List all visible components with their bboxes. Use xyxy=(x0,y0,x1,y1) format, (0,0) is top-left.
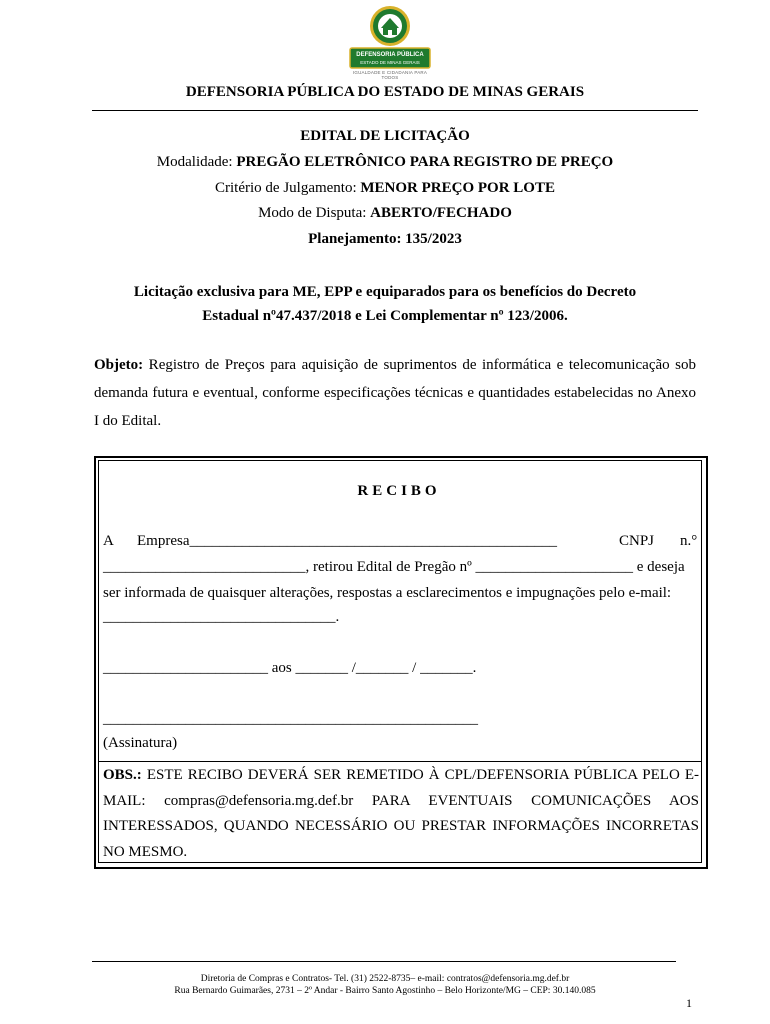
footer-line1: Diretoria de Compras e Contratos- Tel. (31) 2522-8735– e-mail: contratos@defensoria.mg.def.br xyxy=(200,974,570,984)
recibo-divider xyxy=(98,761,701,762)
logo-banner-line1: DEFENSORIA PÚBLICA xyxy=(356,52,424,58)
exclusive-note xyxy=(0,281,770,327)
obs-paragraph xyxy=(103,763,699,865)
logo-emblem-icon xyxy=(345,4,435,70)
modo-value: ABERTO/FECHADO xyxy=(370,205,512,221)
planejamento: Planejamento: 135/2023 xyxy=(308,231,462,247)
modalidade-label: Modalidade: xyxy=(156,154,237,170)
modalidade-line xyxy=(0,154,770,171)
objeto-paragraph xyxy=(94,351,696,435)
objeto-text: Registro de Preços para aquisição de suprimentos de informática e telecomunicação sob demanda futura e eventual, conforme especificações técnicas e quantidades estabelecidas no Anexo I do Edital. xyxy=(94,357,696,429)
recibo-cnpj-label: CNPJ xyxy=(619,533,655,549)
objeto-label: Objeto: xyxy=(94,357,144,373)
recibo-line2 xyxy=(103,559,685,576)
modo-line xyxy=(0,205,770,222)
recibo-line3: ser informada de quaisquer alterações, respostas a esclarecimentos e impugnações pelo e-mail: xyxy=(103,585,672,601)
exclusive-line2: Estadual nº47.437/2018 e Lei Complementar nº 123/2006. xyxy=(202,308,568,324)
logo-banner-line2: ESTADO DE MINAS GERAIS xyxy=(360,60,420,65)
signature-line: __________________________________________________ xyxy=(103,711,478,727)
footer-rule xyxy=(92,961,676,962)
obs-label: OBS.: xyxy=(103,767,142,783)
edital-title: EDITAL DE LICITAÇÃO xyxy=(300,128,470,144)
criterio-value: MENOR PREÇO POR LOTE xyxy=(360,180,555,196)
exclusive-line1: Licitação exclusiva para ME, EPP e equiparados para os benefícios do Decreto xyxy=(133,284,637,300)
recibo-cnpj-field: ___________________________ xyxy=(103,559,306,575)
page-number: 1 xyxy=(686,996,692,1010)
header-rule xyxy=(92,110,698,111)
recibo-no-label: n.° xyxy=(680,533,698,549)
recibo-email-field: _______________________________. xyxy=(103,609,340,625)
recibo-title: RECIBO xyxy=(357,483,441,499)
criterio-label: Critério de Julgamento: xyxy=(215,180,361,196)
defensoria-logo xyxy=(345,4,435,80)
modo-label: Modo de Disputa: xyxy=(258,205,371,221)
signature-label: (Assinatura) xyxy=(103,735,178,751)
recibo-empresa-field: Empresa_________________________________________________ xyxy=(137,533,557,549)
criterio-line xyxy=(0,180,770,197)
modalidade-value: PREGÃO ELETRÔNICO PARA REGISTRO DE PREÇO xyxy=(236,154,614,170)
recibo-a: A xyxy=(103,533,114,549)
footer-line2: Rua Bernardo Guimarães, 2731 – 2º Andar - Bairro Santo Agostinho – Belo Horizonte/MG – CEP: 30.140.085 xyxy=(174,986,596,996)
recibo-date-line: ______________________ aos _______ /_______ / _______. xyxy=(103,660,477,676)
obs-text: ESTE RECIBO DEVERÁ SER REMETIDO À CPL/DEFENSORIA PÚBLICA PELO E-MAIL: compras@defensoria.mg.def.br PARA EVENTUAIS COMUNICAÇÕES AOS INTERESSADOS, QUANDO NECESSÁRIO OU PRESTAR INFORMAÇÕES INCORRETAS NO MESMO. xyxy=(103,767,699,860)
logo-motto: IGUALDADE E CIDADANIA PARA TODOS xyxy=(352,70,428,80)
org-title: DEFENSORIA PÚBLICA DO ESTADO DE MINAS GERAIS xyxy=(185,84,585,100)
recibo-line2-text: , retirou Edital de Pregão nº _____________________ e deseja xyxy=(305,559,685,575)
